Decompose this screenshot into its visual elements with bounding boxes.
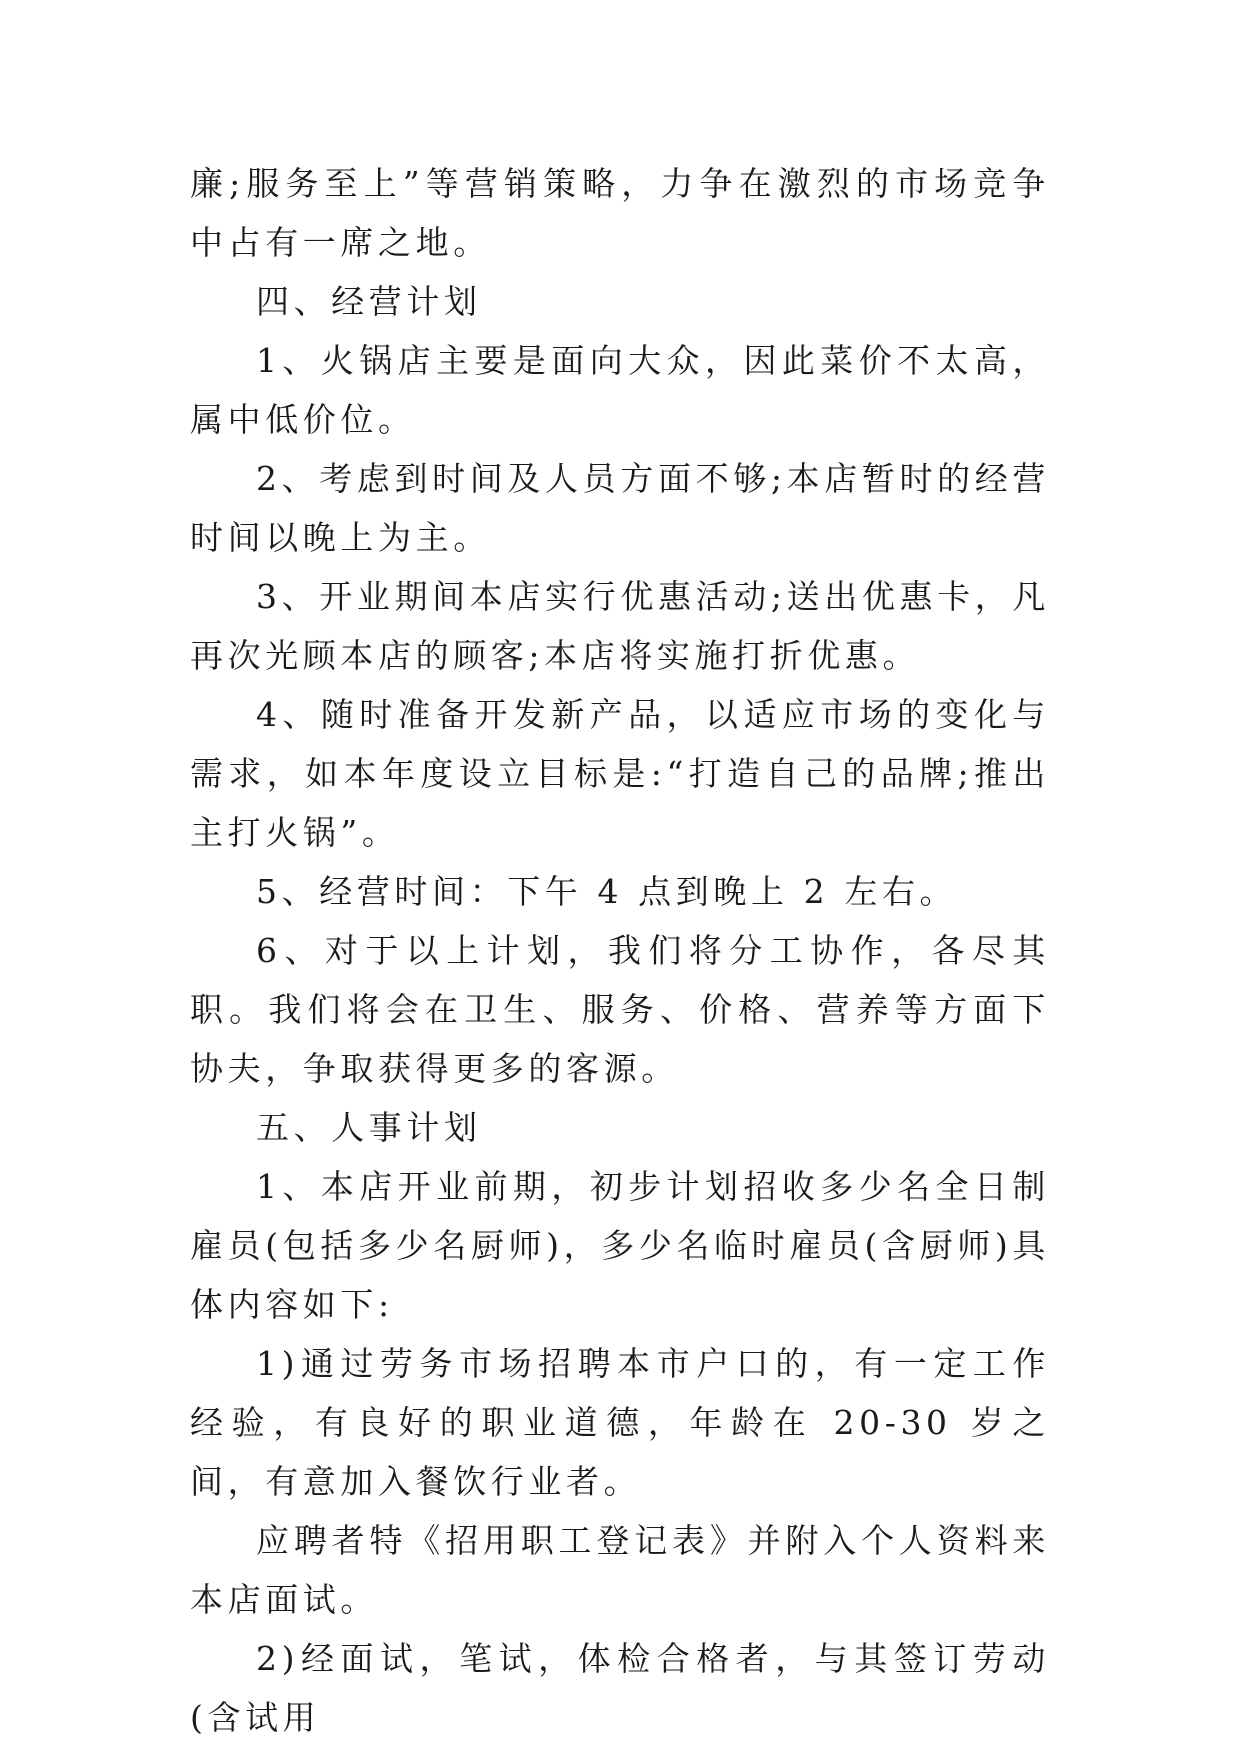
paragraph: 5、经营时间：下午 4 点到晚上 2 左右。 — [256, 872, 958, 911]
document-body — [190, 154, 1050, 1747]
paragraph: 6、对于以上计划，我们将分工协作，各尽其职。我们将会在卫生、服务、价格、营养等方面下协夫，争取获得更多的客源。 — [190, 931, 1050, 1088]
paragraph: 3、开业期间本店实行优惠活动;送出优惠卡，凡再次光顾本店的顾客;本店将实施打折优惠。 — [190, 577, 1050, 675]
paragraph: 五、人事计划 — [256, 1108, 482, 1147]
paragraph: 2)经面试，笔试，体检合格者，与其签订劳动(含试用 — [190, 1639, 1050, 1737]
paragraph: 应聘者特《招用职工登记表》并附入个人资料来本店面试。 — [190, 1521, 1050, 1619]
paragraph: 四、经营计划 — [256, 282, 482, 321]
paragraph: 1、火锅店主要是面向大众，因此菜价不太高，属中低价位。 — [190, 341, 1050, 439]
paragraph: 2、考虑到时间及人员方面不够;本店暂时的经营时间以晚上为主。 — [190, 459, 1050, 557]
paragraph: 4、随时准备开发新产品，以适应市场的变化与需求，如本年度设立目标是:“打造自己的品牌;推出主打火锅”。 — [190, 695, 1050, 852]
paragraph: 1、本店开业前期，初步计划招收多少名全日制雇员(包括多少名厨师)，多少名临时雇员(含厨师)具体内容如下: — [190, 1167, 1050, 1324]
paragraph: 1)通过劳务市场招聘本市户口的，有一定工作经验，有良好的职业道德，年龄在 20-30 岁之间，有意加入餐饮行业者。 — [190, 1344, 1050, 1501]
paragraph: 廉;服务至上”等营销策略，力争在激烈的市场竞争中占有一席之地。 — [190, 164, 1050, 262]
